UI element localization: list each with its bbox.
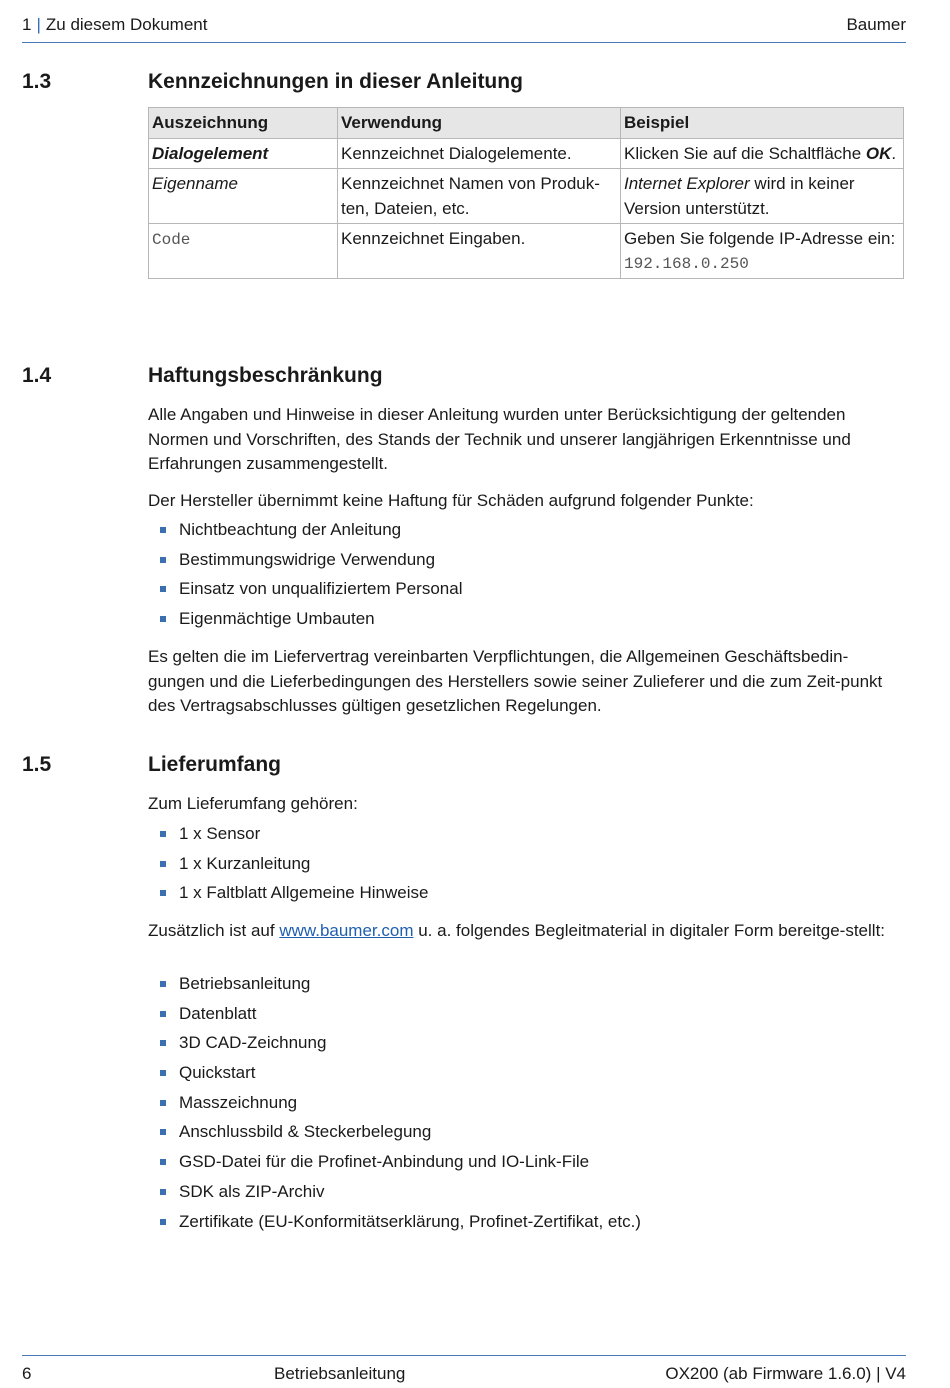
section-1-4-title: Haftungsbeschränkung xyxy=(148,364,383,387)
list-item xyxy=(148,852,428,882)
list-item-text: Eigenmächtige Umbauten xyxy=(179,609,375,629)
bullet-icon xyxy=(160,586,166,592)
list-item xyxy=(148,1002,641,1032)
list-item xyxy=(148,607,462,637)
header-separator: | xyxy=(36,15,41,34)
paragraph xyxy=(148,919,893,944)
paragraph-text: u. a. folgendes Begleitmaterial in digitaler Form bereitge-stellt: xyxy=(413,921,886,940)
bullet-icon xyxy=(160,1159,166,1165)
bullet-icon xyxy=(160,557,166,563)
chapter-number: 1 xyxy=(22,15,32,34)
list-item xyxy=(148,1120,641,1150)
bullet-icon xyxy=(160,616,166,622)
bullet-icon xyxy=(160,861,166,867)
additional-material-list xyxy=(148,972,641,1239)
table-cell: Dialogelement xyxy=(149,138,338,169)
liability-list xyxy=(148,518,462,637)
table-cell xyxy=(621,224,904,279)
list-item-text: SDK als ZIP-Archiv xyxy=(179,1181,325,1201)
table-cell: Eigenname xyxy=(149,169,338,224)
table-cell xyxy=(621,169,904,224)
section-1-4-number: 1.4 xyxy=(22,364,52,387)
list-item xyxy=(148,577,462,607)
table-cell xyxy=(621,138,904,169)
list-item xyxy=(148,972,641,1002)
example-dialog-element: OK xyxy=(865,143,892,163)
list-item-text: Quickstart xyxy=(179,1063,256,1083)
table-cell: Kennzeichnet Dialogelemente. xyxy=(338,138,621,169)
table-cell: Kennzeichnet Eingaben. xyxy=(338,224,621,279)
list-item xyxy=(148,1061,641,1091)
baumer-website-link[interactable]: www.baumer.com xyxy=(279,921,414,940)
bullet-icon xyxy=(160,527,166,533)
example-proper-name: Internet Explorer xyxy=(624,174,750,193)
paragraph: Alle Angaben und Hinweise in dieser Anleitung wurden unter Berücksichtigung der geltenden Normen und Vorschriften, des Stands der Technik und unserer langjährigen Erkenntnisse und Erfahrungen zusammengestellt. xyxy=(148,405,851,473)
example-text: Klicken Sie auf die Schaltfläche xyxy=(624,143,866,163)
list-item xyxy=(148,1210,641,1240)
list-item-text: Datenblatt xyxy=(179,1003,257,1023)
list-item-text: Anschlussbild & Steckerbelegung xyxy=(179,1122,432,1142)
page-header xyxy=(22,14,906,43)
section-1-3-number: 1.3 xyxy=(22,70,52,93)
bullet-icon xyxy=(160,1189,166,1195)
footer-doc-type: Betriebsanleitung xyxy=(274,1364,406,1383)
header-chapter xyxy=(22,15,207,35)
bullet-icon xyxy=(160,1100,166,1106)
paragraph-text: Zusätzlich ist auf xyxy=(148,921,280,940)
list-item xyxy=(148,881,428,911)
list-item-text: Zertifikate (EU-Konformitätserklärung, Profinet-Zertifikat, etc.) xyxy=(179,1211,641,1231)
table-header-row xyxy=(149,108,904,139)
scope-of-delivery-list xyxy=(148,822,428,911)
section-1-5-number: 1.5 xyxy=(22,753,52,776)
list-item xyxy=(148,822,428,852)
paragraph: Der Hersteller übernimmt keine Haftung für Schäden aufgrund folgender Punkte: xyxy=(148,491,754,510)
code-label: Code xyxy=(152,231,191,249)
list-item xyxy=(148,1180,641,1210)
list-item-text: GSD-Datei für die Profinet-Anbindung und IO-Link-File xyxy=(179,1152,590,1172)
bullet-icon xyxy=(160,1011,166,1017)
bullet-icon xyxy=(160,831,166,837)
list-item xyxy=(148,1150,641,1180)
list-item-text: 1 x Faltblatt Allgemeine Hinweise xyxy=(179,883,429,903)
bullet-icon xyxy=(160,1219,166,1225)
bullet-icon xyxy=(160,1129,166,1135)
bullet-icon xyxy=(160,890,166,896)
list-item-text: Betriebsanleitung xyxy=(179,974,311,993)
table-row xyxy=(149,138,904,169)
page-number: 6 xyxy=(22,1364,32,1383)
page-footer xyxy=(22,1355,906,1388)
list-item xyxy=(148,518,462,548)
example-text: Geben Sie folgende IP-Adresse ein: xyxy=(624,229,896,248)
paragraph: Es gelten die im Liefervertrag vereinbarten Verpflichtungen, die Allgemeinen Geschäftsbedin-gungen und die Lieferbedingungen des Herstellers sowie seiner Zulieferer und die zum Zeit-punkt des Vertragsabschlusses gültigen gesetzlichen Regelungen. xyxy=(148,647,883,715)
chapter-title: Zu diesem Dokument xyxy=(45,15,208,34)
table-row xyxy=(149,224,904,279)
table-row xyxy=(149,169,904,224)
table-header-cell: Auszeichnung xyxy=(149,108,338,139)
table-header-cell: Beispiel xyxy=(621,108,904,139)
list-item-text: 1 x Kurzanleitung xyxy=(179,853,311,873)
example-text: wird in keiner Version unterstützt. xyxy=(624,174,855,218)
list-item-text: Masszeichnung xyxy=(179,1092,298,1112)
list-item-text: Einsatz von unqualifiziertem Personal xyxy=(179,579,463,599)
table-cell: Kennzeichnet Namen von Produk-ten, Dateien, etc. xyxy=(338,169,621,224)
bullet-icon xyxy=(160,981,166,987)
list-item xyxy=(148,548,462,578)
example-code: 192.168.0.250 xyxy=(624,254,749,273)
section-1-5-title: Lieferumfang xyxy=(148,753,282,776)
table-header-cell: Verwendung xyxy=(338,108,621,139)
bullet-icon xyxy=(160,1070,166,1076)
markings-table xyxy=(148,107,904,279)
table-cell xyxy=(149,224,338,279)
footer-product: OX200 (ab Firmware 1.6.0) | V4 xyxy=(665,1364,906,1383)
list-item-text: Nichtbeachtung der Anleitung xyxy=(179,520,402,539)
example-text: . xyxy=(891,143,897,163)
list-item xyxy=(148,1091,641,1121)
header-brand: Baumer xyxy=(846,15,906,34)
list-item-text: Bestimmungswidrige Verwendung xyxy=(179,549,436,569)
list-item xyxy=(148,1031,641,1061)
section-1-3-title: Kennzeichnungen in dieser Anleitung xyxy=(148,70,523,93)
list-item-text: 1 x Sensor xyxy=(179,824,261,843)
paragraph: Zum Lieferumfang gehören: xyxy=(148,794,358,813)
list-item-text: 3D CAD-Zeichnung xyxy=(179,1033,327,1053)
bullet-icon xyxy=(160,1040,166,1046)
